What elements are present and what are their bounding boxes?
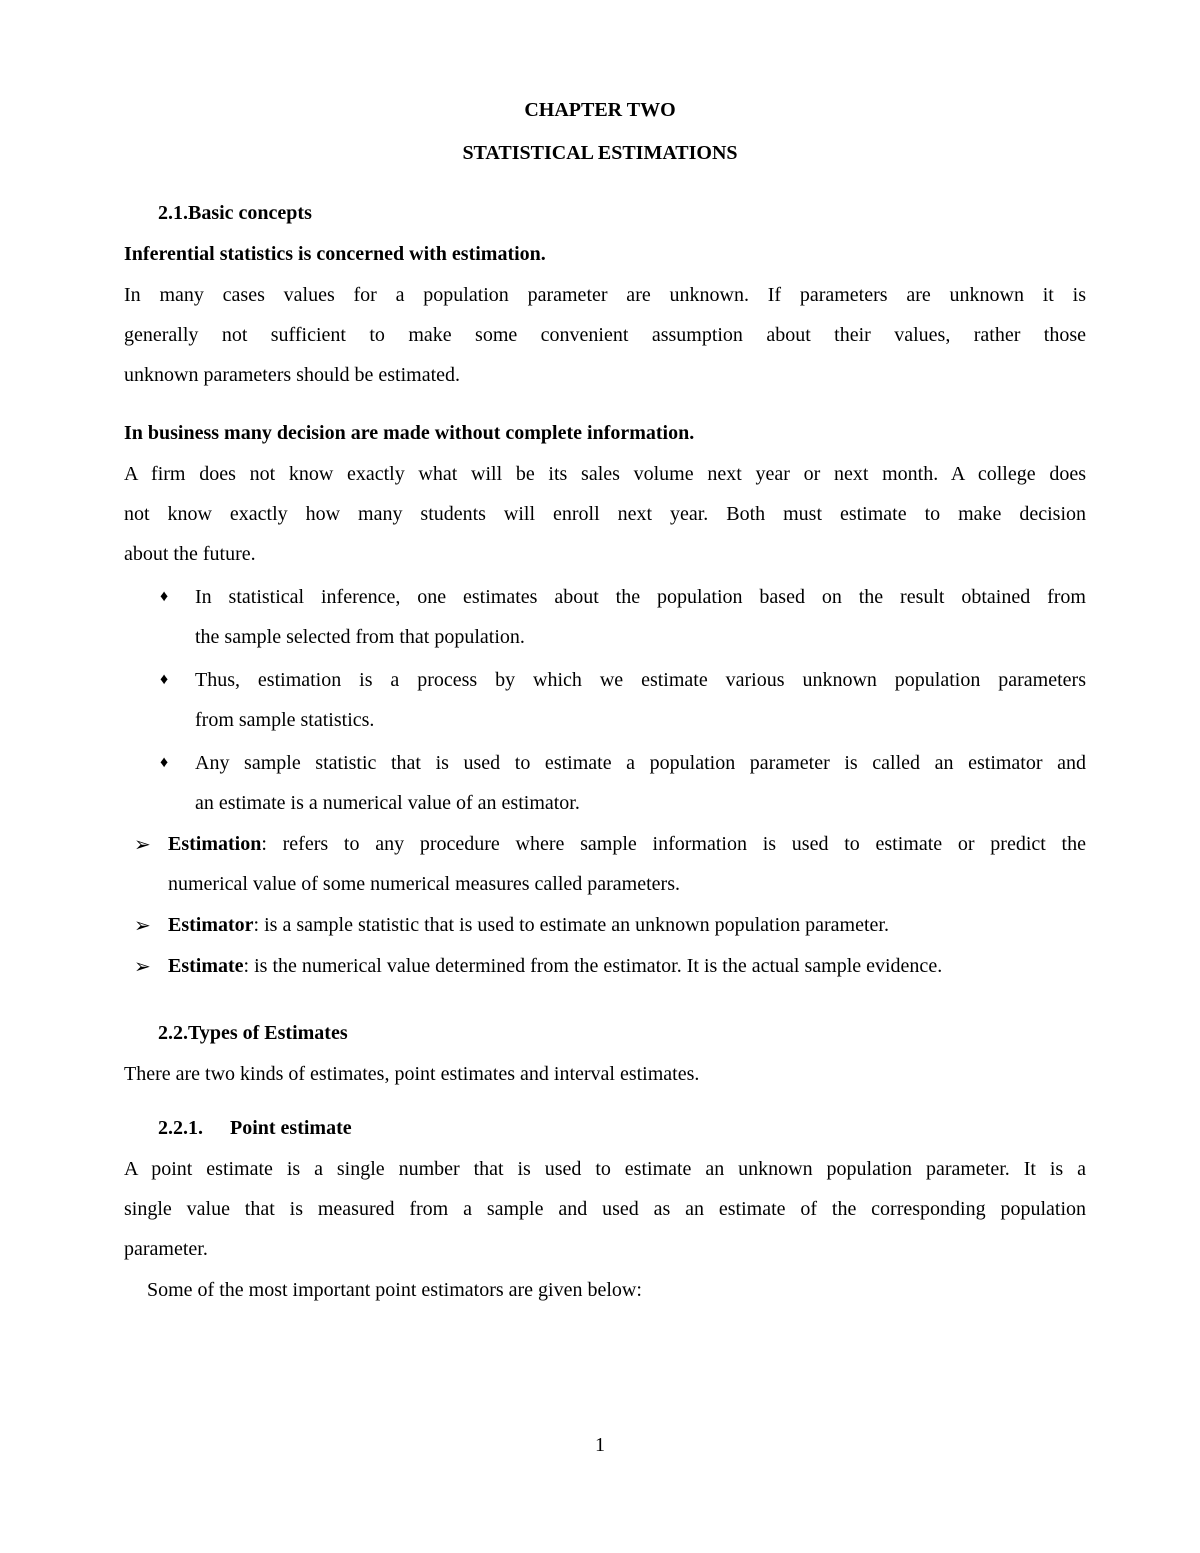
definition-term: Estimation: [168, 833, 262, 855]
paragraph-line: There are two kinds of estimates, point estimates and interval estimates.: [124, 1063, 700, 1085]
bullet-item-continuation: from sample statistics.: [195, 709, 375, 731]
page-number: 1: [595, 1434, 605, 1456]
section-heading-2-2: 2.2.Types of Estimates: [158, 1022, 348, 1044]
bullet-item: In statistical inference, one estimates about the population based on the result obtained from: [195, 586, 1086, 608]
section-number: 2.2.1.: [158, 1117, 203, 1139]
bullet-item-continuation: the sample selected from that population.: [195, 626, 525, 648]
paragraph-line: Some of the most important point estimators are given below:: [147, 1279, 642, 1301]
paragraph-line: parameter.: [124, 1238, 208, 1260]
definition-text: : is a sample statistic that is used to estimate an unknown population parameter.: [253, 914, 889, 936]
definition-text: : refers to any procedure where sample information is used to estimate or predict the: [261, 833, 1086, 855]
definition-term: Estimate: [168, 955, 244, 977]
arrow-bullet-icon: ➢: [134, 913, 151, 937]
paragraph-line: about the future.: [124, 543, 256, 565]
section-heading-2-1: 2.1.Basic concepts: [158, 202, 312, 224]
definition-estimation: [168, 831, 1086, 857]
section-title: Point estimate: [230, 1117, 352, 1139]
paragraph-line: generally not sufficient to make some convenient assumption about their values, rather those: [124, 324, 1086, 346]
diamond-bullet-icon: ♦: [160, 588, 169, 605]
definition-estimator: [168, 912, 1086, 938]
bullet-item: Thus, estimation is a process by which we estimate various unknown population parameters: [195, 669, 1086, 691]
diamond-bullet-icon: ♦: [160, 754, 169, 771]
definition-estimate: [168, 953, 1086, 979]
paragraph-line: not know exactly how many students will enroll next year. Both must estimate to make decision: [124, 503, 1086, 525]
arrow-bullet-icon: ➢: [134, 954, 151, 978]
paragraph-line: In many cases values for a population parameter are unknown. If parameters are unknown it is: [124, 284, 1086, 306]
chapter-subtitle: STATISTICAL ESTIMATIONS: [462, 142, 738, 164]
paragraph-line: single value that is measured from a sample and used as an estimate of the corresponding population: [124, 1198, 1086, 1220]
definition-text: : is the numerical value determined from the estimator. It is the actual sample evidence.: [243, 955, 943, 977]
chapter-title: CHAPTER TWO: [524, 99, 676, 121]
bullet-item: Any sample statistic that is used to estimate a population parameter is called an estimator and: [195, 752, 1086, 774]
definition-term: Estimator: [168, 914, 254, 936]
lead-inferential: Inferential statistics is concerned with estimation.: [124, 243, 546, 265]
arrow-bullet-icon: ➢: [134, 832, 151, 856]
diamond-bullet-icon: ♦: [160, 671, 169, 688]
bullet-item-continuation: an estimate is a numerical value of an estimator.: [195, 792, 580, 814]
lead-business: In business many decision are made without complete information.: [124, 422, 695, 444]
paragraph-line: A firm does not know exactly what will be its sales volume next year or next month. A college does: [124, 463, 1086, 485]
paragraph-line: A point estimate is a single number that is used to estimate an unknown population parameter. It is a: [124, 1158, 1086, 1180]
section-heading-2-2-1: [158, 1115, 758, 1141]
paragraph-line: unknown parameters should be estimated.: [124, 364, 461, 386]
definition-continuation: numerical value of some numerical measures called parameters.: [168, 873, 680, 895]
